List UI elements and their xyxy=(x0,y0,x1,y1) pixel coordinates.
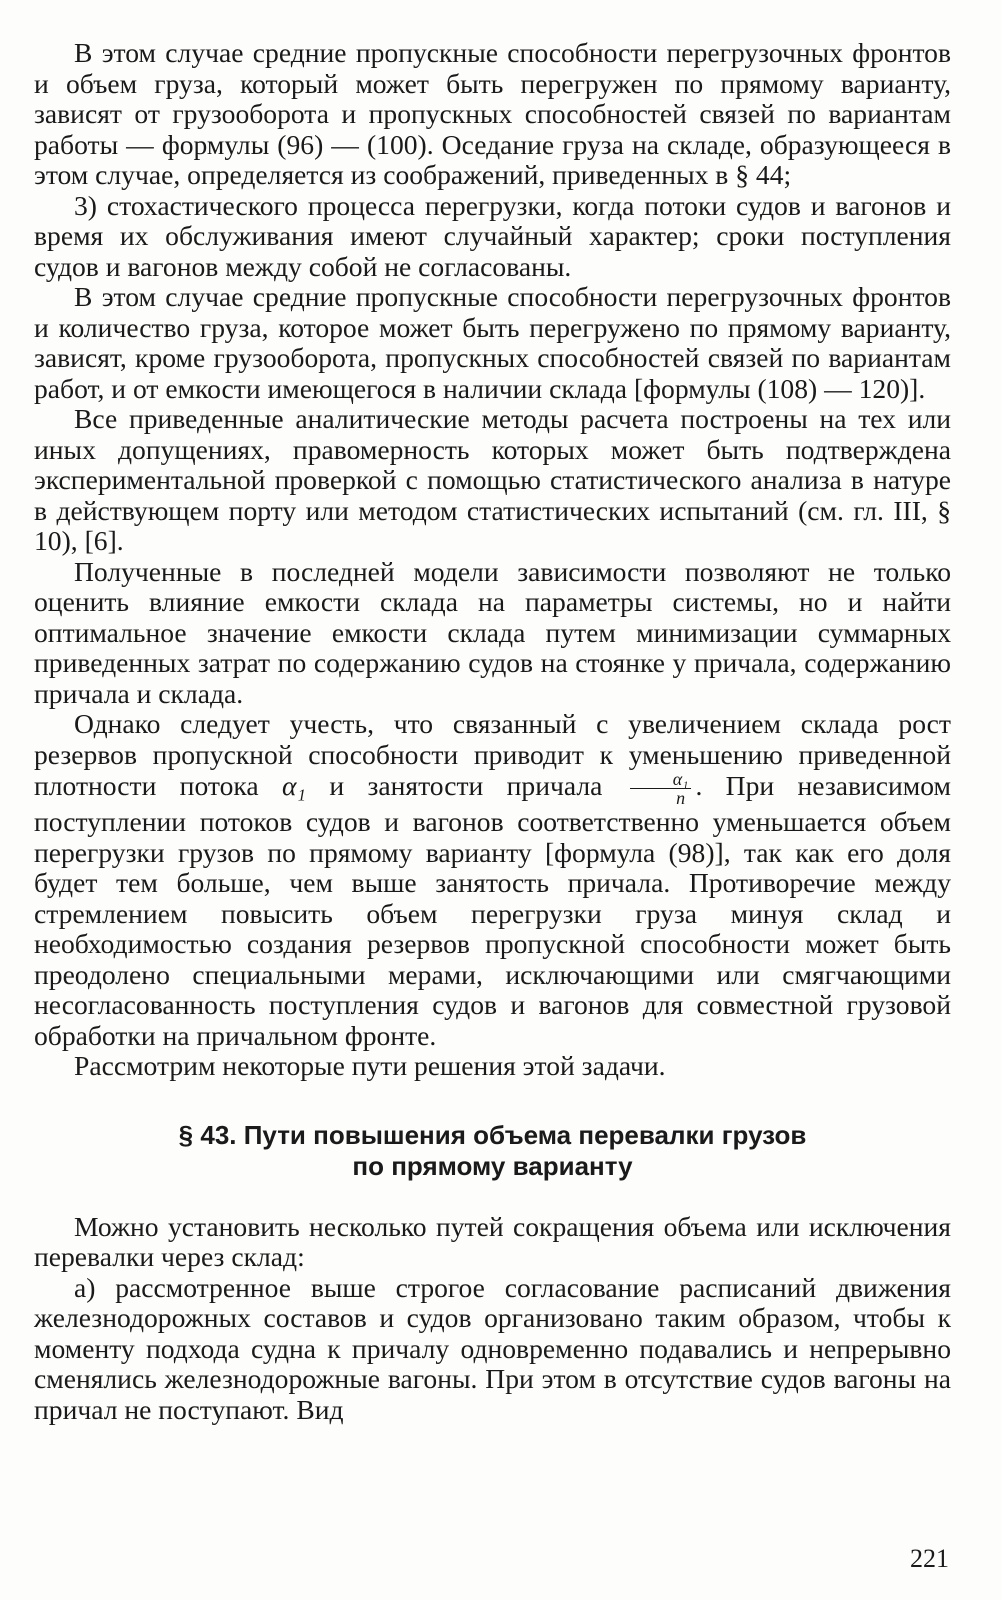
formula-text-middle: и занятости причала xyxy=(306,769,626,801)
paragraph-closing: Рассмотрим некоторые пути решения этой задачи. xyxy=(74,1050,666,1081)
section-paragraph-1: Можно установить несколько путей сокращения объема или исключения перевалки через склад: xyxy=(34,1210,951,1272)
paragraph-formula xyxy=(34,709,951,1051)
paragraph-5: Полученные в последней модели зависимости позволяют не только оценить влияние емкости склада на параметры системы, но и найти оптимальное значение емкости склада путем минимизации суммарных приведенных затрат по содержанию судов на стоянке у причала, содержанию причала и склада. xyxy=(34,555,951,709)
paragraph-1: В этом случае средние пропускные способности перегрузочных фронтов и объем груза, который может быть перегружен по прямому варианту, зависят от грузооборота и пропускных способностей связей по вариантам работы — формулы (96) — (100). Оседание груза на складе, образующееся в этом случае, определяется из соображений, приведенных в § 44; xyxy=(34,37,951,190)
page-number: 221 xyxy=(910,1543,949,1573)
fraction-alpha-over-n xyxy=(630,770,692,807)
fraction-denominator: n xyxy=(676,788,686,808)
paragraph-2: 3) стохастического процесса перегрузки, когда потоки судов и вагонов и время их обслуживания имеют случайный характер; сроки поступления судов и вагонов между собой не согласованы. xyxy=(34,189,951,282)
alpha-symbol: α₁ xyxy=(281,769,307,801)
paragraph-4: Все приведенные аналитические методы расчета построены на тех или иных допущениях, правомерность которых может быть подтверждена экспериментальной проверкой с помощью статистического анализа в натуре в действующем порту или методом статистических испытаний (см. гл. III, § 10), [6]. xyxy=(34,403,951,556)
formula-text-after: . При независимом поступлении потоков судов и вагонов соответственно уменьшается объем перегрузки грузов по прямому варианту [формула (98)], так как его доля будет тем больше, чем выше занятость причала. Противоречие между стремлением повысить объем перегрузки груза минуя склад и необходимостью создания резервов пропускной способности может быть преодолено специальными мерами, исключающими или смягчающими несогласованность поступления судов и вагонов для совместной грузовой обработки на причальном фронте. xyxy=(34,769,951,1051)
formula-text-before: Однако следует учесть, что связанный с увеличением склада рост резервов пропускной способности приводит к уменьшению приведенной плотности потока xyxy=(34,708,951,801)
fraction-numerator: α₁ xyxy=(630,770,692,789)
section-heading-line-2: по прямому варианту xyxy=(352,1150,633,1181)
paragraph-3: В этом случае средние пропускные способности перегрузочных фронтов и количество груза, которое может быть перегружено по прямому варианту, зависят, кроме грузооборота, пропускных способностей связей по вариантам работ, и от емкости имеющегося в наличии склада [формулы (108) — 120)]. xyxy=(34,281,951,404)
section-paragraph-2: а) рассмотренное выше строгое согласование расписаний движения железнодорожных составов и судов организовано таким образом, чтобы к моменту подхода судна к причалу одновременно подавались и непрерывно сменялись железнодорожные вагоны. При этом в отсутствие судов вагоны на причал не поступают. Вид xyxy=(34,1271,951,1425)
section-heading-line-1: § 43. Пути повышения объема перевалки грузов xyxy=(178,1119,807,1150)
section-heading xyxy=(34,1120,951,1182)
